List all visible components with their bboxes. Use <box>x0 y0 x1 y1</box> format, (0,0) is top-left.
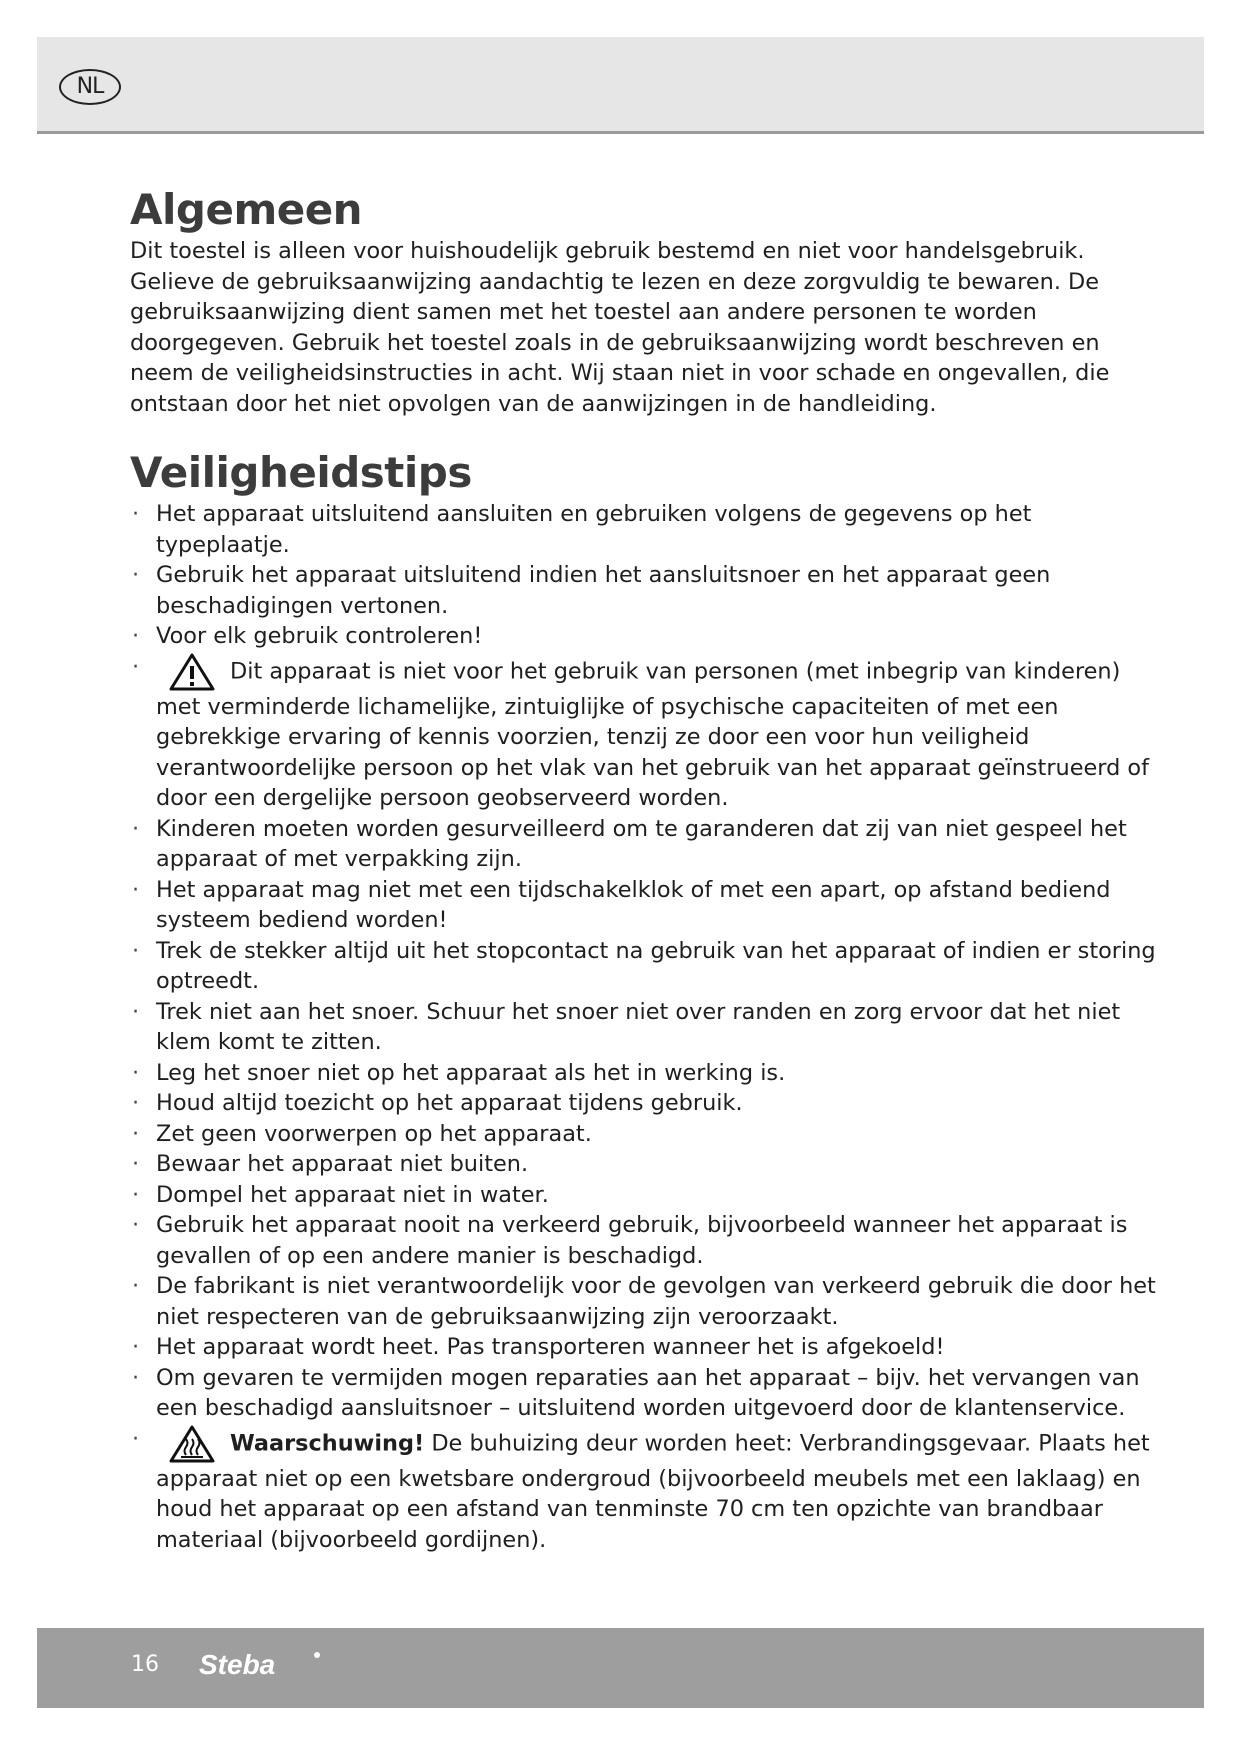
page-footer <box>37 1628 1204 1708</box>
warning-triangle-icon <box>168 652 216 692</box>
section-title-algemeen: Algemeen <box>130 185 363 234</box>
list-item-with-warning <box>130 1424 1170 1556</box>
list-item: · Zet geen voorwerpen op het apparaat. <box>130 1119 1170 1150</box>
list-item: · Het apparaat mag niet met een tijdschakelklok of met een apart, op afstand bediend systeem bediend worden! <box>130 875 1170 936</box>
warning-text: De buhuizing deur worden heet: Verbrandingsgevaar. Plaats het apparaat niet op een kwetsbare ondergroud (bijvoorbeeld meubels met een laklaag) en houd het apparaat op een afstand van tenminste 70 cm ten opzichte van brandbaar materiaal (bijvoorbeeld gordijnen). <box>156 1430 1150 1553</box>
list-item: · Leg het snoer niet op het apparaat als het in werking is. <box>130 1058 1170 1089</box>
hot-surface-warning-icon <box>168 1424 216 1464</box>
list-item: · Voor elk gebruik controleren! <box>130 621 1170 652</box>
page-content <box>130 184 1170 1555</box>
list-item: · Gebruik het apparaat uitsluitend indien het aansluitsnoer en het apparaat geen beschadigingen vertonen. <box>130 560 1170 621</box>
list-item: · Bewaar het apparaat niet buiten. <box>130 1149 1170 1180</box>
list-item: · Houd altijd toezicht op het apparaat tijdens gebruik. <box>130 1088 1170 1119</box>
steba-logo <box>197 1646 327 1686</box>
page-number: 16 <box>131 1652 159 1677</box>
list-item-with-warning <box>130 652 1170 814</box>
list-item: · Kinderen moeten worden gesurveilleerd om te garanderen dat zij van niet gespeel het apparaat of met verpakking zijn. <box>130 814 1170 875</box>
section-title-veiligheidstips: Veiligheidstips <box>130 448 472 497</box>
list-item: · Dompel het apparaat niet in water. <box>130 1180 1170 1211</box>
list-item: · De fabrikant is niet verantwoordelijk voor de gevolgen van verkeerd gebruik die door het niet respecteren van de gebruiksaanwijzing zijn veroorzaakt. <box>130 1271 1170 1332</box>
page-header <box>37 37 1204 134</box>
safety-tips-list <box>130 499 1170 1555</box>
logo-text: Steba <box>199 1649 276 1680</box>
list-item: · Trek niet aan het snoer. Schuur het snoer niet over randen en zorg ervoor dat het niet klem komt te zitten. <box>130 997 1170 1058</box>
algemeen-body: Dit toestel is alleen voor huishoudelijk gebruik bestemd en niet voor handelsgebruik. Gelieve de gebruiksaanwijzing aandachtig te lezen en deze zorgvuldig te bewaren. De gebruiksaanwijzing dient samen met het toestel aan andere personen te worden doorgegeven. Gebruik het toestel zoals in de gebruiksaanwijzing wordt beschreven en neem de veiligheidsinstructies in acht. Wij staan niet in voor schade en ongevallen, die ontstaan door het niet opvolgen van de aanwijzingen in de handleiding. <box>130 238 1110 417</box>
list-item: · Het apparaat wordt heet. Pas transporteren wanneer het is afgekoeld! <box>130 1332 1170 1363</box>
warning-label: Waarschuwing! <box>230 1430 425 1456</box>
language-badge: NL <box>59 69 121 105</box>
list-item: · Trek de stekker altijd uit het stopcontact na gebruik van het apparaat of indien er storing optreedt. <box>130 936 1170 997</box>
list-item: · Om gevaren te vermijden mogen reparaties aan het apparaat – bijv. het vervangen van een beschadigd aansluitsnoer – uitsluitend worden uitgevoerd door de klantenservice. <box>130 1363 1170 1424</box>
list-item-text: Dit apparaat is niet voor het gebruik van personen (met inbegrip van kinderen) met verminderde lichamelijke, zintuiglijke of psychische capaciteiten of met een gebrekkige ervaring of kennis voorzien, tenzij ze door een voor hun veiligheid verantwoordelijke persoon op het vlak van het gebruik van het apparaat geïnstrueerd of door een dergelijke persoon geobserveerd worden. <box>156 658 1150 811</box>
list-item: · Gebruik het apparaat nooit na verkeerd gebruik, bijvoorbeeld wanneer het apparaat is gevallen of op een andere manier is beschadigd. <box>130 1210 1170 1271</box>
list-item: · Het apparaat uitsluitend aansluiten en gebruiken volgens de gegevens op het typeplaatje. <box>130 499 1170 560</box>
